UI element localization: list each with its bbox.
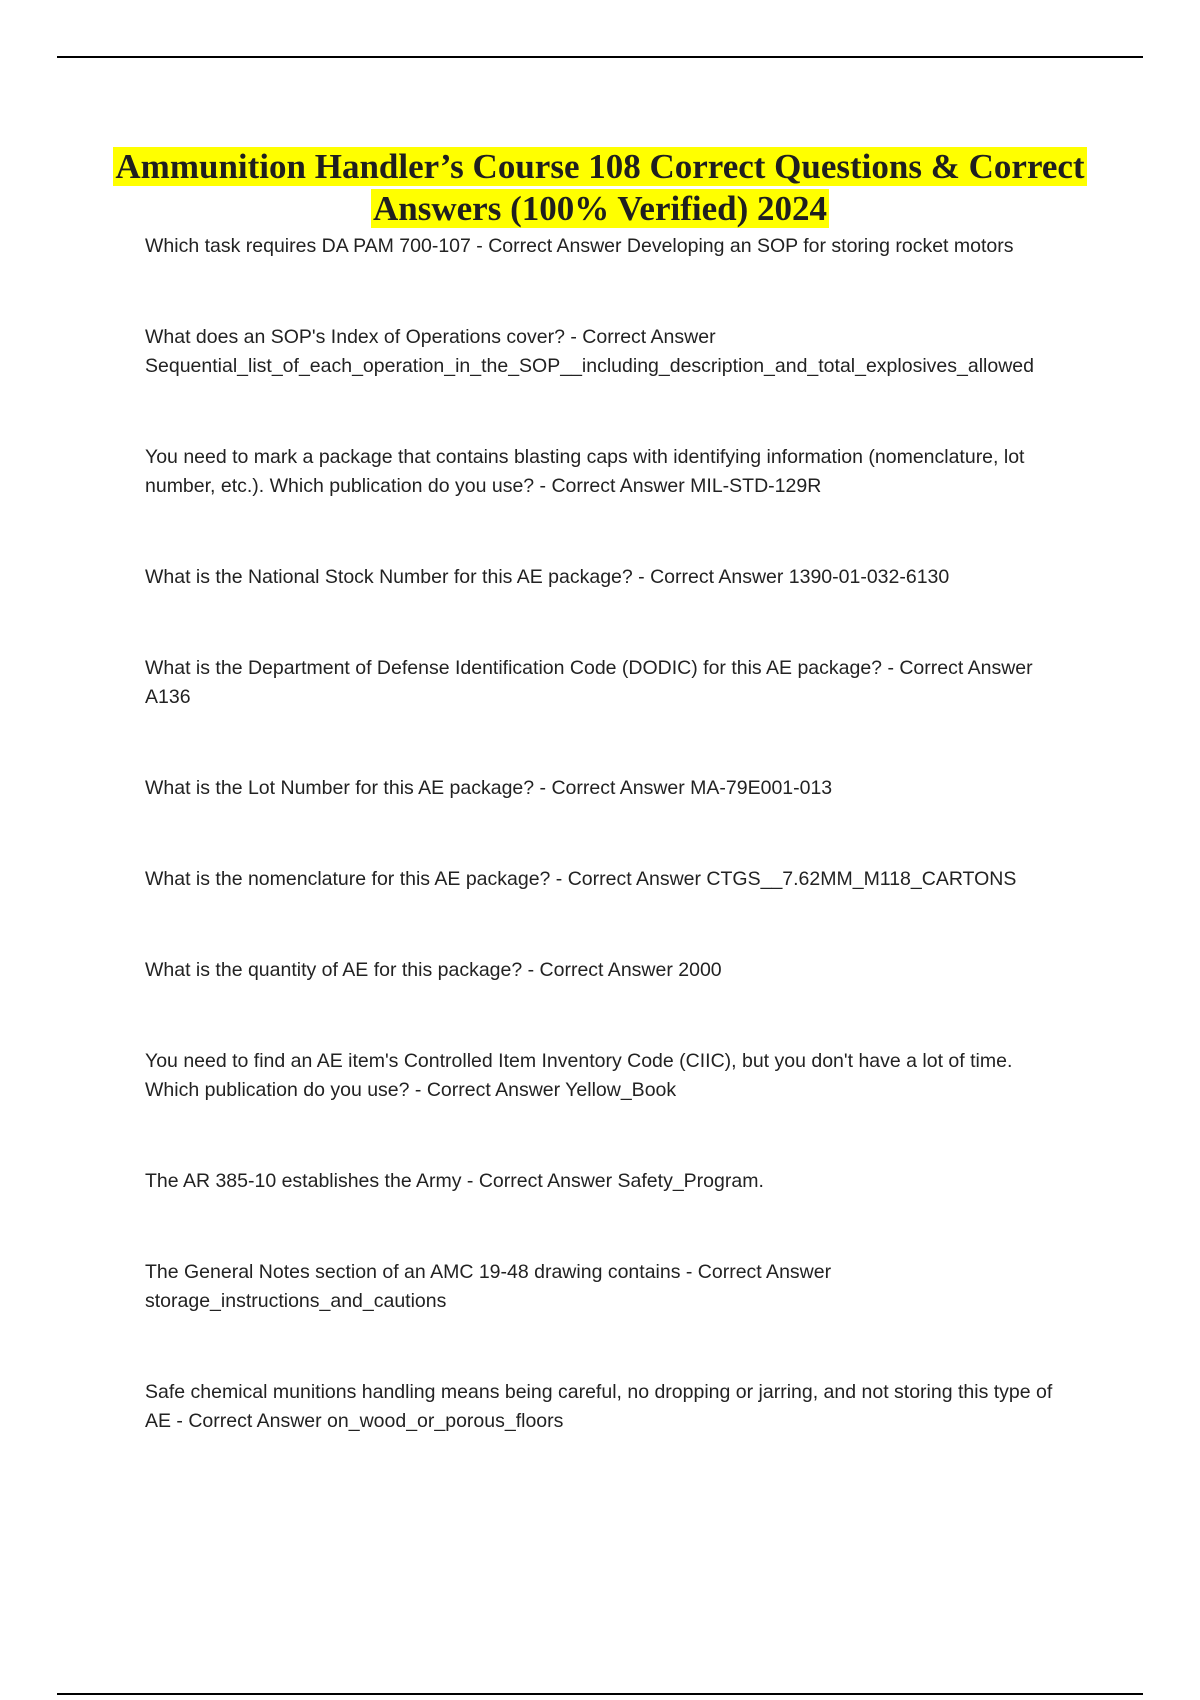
- qa-item: What is the nomenclature for this AE package? - Correct Answer CTGS__7.62MM_M118_CARTONS: [145, 868, 1017, 890]
- qa-list: [145, 232, 1065, 1436]
- qa-item: The AR 385-10 establishes the Army - Correct Answer Safety_Program.: [145, 1170, 764, 1192]
- qa-item: What is the Department of Defense Identification Code (DODIC) for this AE package? - Correct Answer A136: [145, 657, 1033, 708]
- bottom-rule: [57, 1693, 1143, 1695]
- qa-item: Which task requires DA PAM 700-107 - Correct Answer Developing an SOP for storing rocket motors: [145, 235, 1014, 257]
- qa-item: The General Notes section of an AMC 19-48 drawing contains - Correct Answer storage_instructions_and_cautions: [145, 1261, 832, 1312]
- top-rule: [57, 56, 1143, 58]
- qa-item: What is the National Stock Number for this AE package? - Correct Answer 1390-01-032-6130: [145, 566, 950, 588]
- qa-item: What does an SOP's Index of Operations cover? - Correct Answer Sequential_list_of_each_operation_in_the_SOP__including_description_and_total_explosives_allowed: [145, 326, 1034, 377]
- qa-item: You need to mark a package that contains blasting caps with identifying information (nomenclature, lot number, etc.). Which publication do you use? - Correct Answer MIL-STD-129R: [145, 446, 1025, 497]
- qa-item: Safe chemical munitions handling means being careful, no dropping or jarring, and not storing this type of AE - Correct Answer on_wood_or_porous_floors: [145, 1381, 1053, 1432]
- qa-item: What is the quantity of AE for this package? - Correct Answer 2000: [145, 959, 722, 981]
- document-title: [100, 146, 1100, 230]
- title-highlight: Ammunition Handler’s Course 108 Correct Questions & Correct Answers (100% Verified) 2024: [115, 147, 1085, 228]
- qa-item: What is the Lot Number for this AE package? - Correct Answer MA-79E001-013: [145, 777, 833, 799]
- qa-item: You need to find an AE item's Controlled Item Inventory Code (CIIC), but you don't have a lot of time. Which publication do you use? - Correct Answer Yellow_Book: [145, 1050, 1013, 1101]
